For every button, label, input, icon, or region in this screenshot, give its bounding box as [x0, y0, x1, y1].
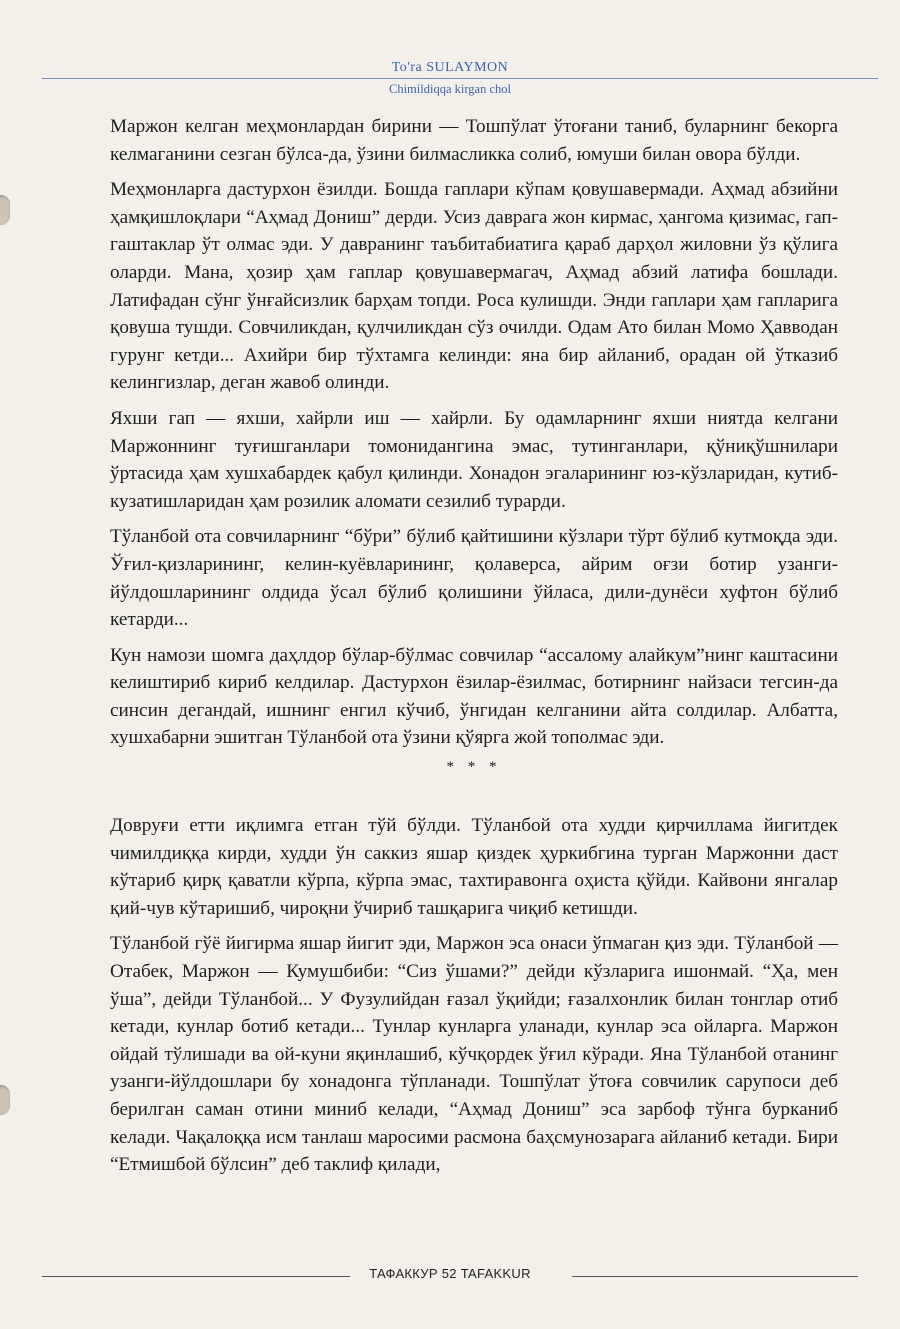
footer-text: ТАФАККУР 52 TAFAKKUR	[369, 1266, 531, 1281]
article-body	[110, 113, 838, 1179]
section-separator: * * *	[446, 759, 502, 776]
binder-hole	[0, 195, 10, 225]
header-author: To'ra SULAYMON	[391, 60, 509, 75]
paragraph: Меҳмонларга дастурхон ёзилди. Бошда гаплари кўпам қовушавермади. Аҳмад абзийни ҳамқишлоқлари “Аҳмад Дониш” дерди. Усиз даврага жон кирмас, ҳангома қизимас, гап-гаштаклар ўт олмас эди. У давранинг таъбитабиатига қараб дарҳол жиловни ўз қўлига оларди. Мана, ҳозир ҳам гаплар қовушавермагач, Аҳмад абзий латифа бошлади. Латифадан сўнг ўнғайсизлик барҳам топди. Роса кулишди. Энди гаплари ҳам гапларига қовуша тушди. Совчиликдан, қулчиликдан сўз очилди. Одам Ато билан Момо Ҳавводан гурунг кетди... Ахийри бир тўхтамга келинди: яна бир айланиб, орадан ой ўтказиб келингизлар, деган жавоб олинди.	[110, 179, 838, 394]
paragraph: Кун намози шомга даҳлдор бўлар-бўлмас совчилар “ассалому алайкум”нинг каштасини келиштириб кириб келдилар. Дастурхон ёзилар-ёзилмас, ботирнинг найзаси тегсин-да синсин дегандай, ишнинг енгил кўчиб, ўнгидан келганини айта солдилар. Албатта, хушхабарни эшитган Тўланбой ота ўзини қўярга жой тополмас эди.	[110, 644, 838, 749]
page-footer	[0, 1266, 900, 1286]
paragraph: Тўланбой гўё йигирма яшар йигит эди, Маржон эса онаси ўпмаган қиз эди. Тўланбой — Отабек, Маржон — Кумушбиби: “Сиз ўшами?” дейди кўзларига ишонмай. “Ҳа, мен ўша”, дейди Тўланбой... У Фузулийдан ғазал ўқийди; ғазалхонлик билан тонглар отиб кетади, кунлар ботиб кетади... Тунлар кунларга уланади, кунлар эса ойларга. Маржон ойдай тўлишади ва ой-куни яқинлашиб, кўчқордек ўғил кўради. Яна Тўланбой отанинг узанги-йўлдошлари бу хонадонга тўпланади. Тошпўлат ўтоға совчилик сарупоси деб берилган саман отини миниб келади, “Аҳмад Дониш” эса зарбоф тўнга бурканиб келади. Чақалоққа исм танлаш маросими расмона баҳсмунозарага айланиб кетади. Бири “Етмишбой бўлсин” деб таклиф қилади,	[110, 933, 838, 1176]
header-rule	[42, 78, 878, 79]
paragraph: Яхши гап — яхши, хайрли иш — хайрли. Бу одамларнинг яхши ниятда келгани Маржоннинг туғишганлари томонидангина эмас, тутинганлари, қўниқўшнилари ўртасида ҳам хушхабардек қабул қилинди. Хонадон эгаларининг юз-кўзларидан, кутиб-кузатишларидан ҳам розилик аломати сезилиб турарди.	[110, 407, 838, 512]
paragraph: Маржон келган меҳмонлардан бирини — Тошпўлат ўтоғани таниб, буларнинг бекорга келмаганини сезган бўлса-да, ўзини билмасликка солиб, юмуши билан овора бўлди.	[110, 116, 838, 165]
paragraph: Тўланбой ота совчиларнинг “бўри” бўлиб қайтишини кўзлари тўрт бўлиб кутмоқда эди. Ўғил-қизларининг, келин-куёвларининг, қолаверса, айрим оғзи ботир узанги-йўлдошларининг олдида ўсал бўлиб қолишини ўйласа, дили-дунёси хуфтон бўлиб кетарди...	[110, 526, 838, 631]
header-title: Chimildiqqa kirgan chol	[389, 82, 511, 96]
paragraph: Довруғи етти иқлимга етган тўй бўлди. Тўланбой ота худди қирчиллама йигитдек чимилдиққа кирди, худди ўн саккиз яшар қиздек ҳуркибгина турган Маржонни даст кўтариб қирқ қаватли кўрпа, кўрпа эмас, тахтиравонга оҳиста қўйди. Кайвони янгалар қий-чув кўтаришиб, чироқни ўчириб ташқарига чиқиб кетишди.	[110, 815, 838, 919]
binder-hole	[0, 1085, 10, 1115]
footer-rule-right	[572, 1276, 858, 1277]
